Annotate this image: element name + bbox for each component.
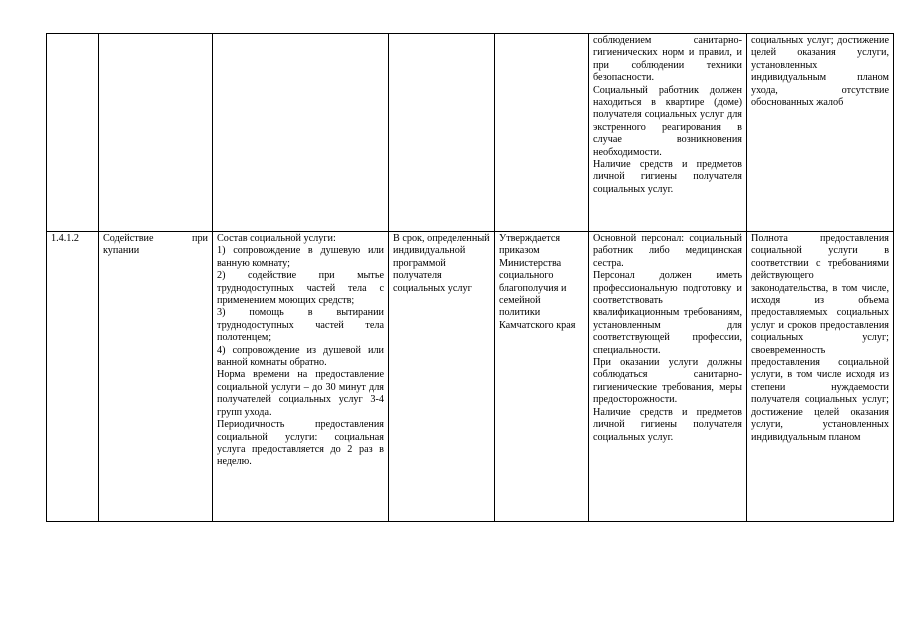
- cell-conditions: [589, 34, 747, 232]
- paragraph: соблюдением санитарно-гигиенических норм и правил, и при соблюдении техники безопасности.: [593, 35, 742, 84]
- cell-service-name: Содействие при купании: [99, 232, 213, 522]
- paragraph: При оказании услуги должны соблюдаться санитарно-гигиенические требования, меры предосторожности.: [593, 357, 742, 406]
- services-table: [46, 33, 894, 522]
- paragraph: 3) помощь в вытирании труднодоступных частей тела полотенцем;: [217, 307, 384, 344]
- cell-deadline: В срок, определенный индивидуальной программой получателя социальных услуг: [389, 232, 495, 522]
- paragraph: Основной персонал: социальный работник либо медицинская сестра.: [593, 233, 742, 269]
- cell-conditions: [589, 232, 747, 522]
- paragraph: Персонал должен иметь профессиональную подготовку и соответствовать квалификационным требованиям, установленным для соответствующей профессии, специальности.: [593, 270, 742, 356]
- cell-deadline: [389, 34, 495, 232]
- cell-tariff: [495, 34, 589, 232]
- paragraph: Норма времени на предоставление социальной услуги – до 30 минут для получателей социальных услуг 3-4 групп ухода.: [217, 369, 384, 418]
- cell-service-content: [213, 232, 389, 522]
- cell-quality-indicators: социальных услуг; достижение целей оказания услуги, установленных индивидуальным планом ухода, отсутствие обоснованных жалоб: [747, 34, 894, 232]
- paragraph: Социальный работник должен находиться в квартире (доме) получателя социальных услуг для экстренного реагирования в случае возникновения необходимости.: [593, 84, 742, 158]
- table-row-continuation: [47, 34, 894, 232]
- cell-number: [47, 34, 99, 232]
- cell-service-content: [213, 34, 389, 232]
- paragraph: 4) сопровождение из душевой или ванной комнаты обратно.: [217, 344, 384, 369]
- table-row-1-4-1-2: [47, 232, 894, 522]
- paragraph: 1) сопровождение в душевую или ванную комнату;: [217, 245, 384, 269]
- cell-tariff: Утверждается приказом Министерства социального благополучия и семейной политики Камчатского края: [495, 232, 589, 522]
- cell-number: 1.4.1.2: [47, 232, 99, 522]
- paragraph: Наличие средств и предметов личной гигиены получателя социальных услуг.: [593, 159, 742, 195]
- cell-quality-indicators: Полнота предоставления социальной услуги в соответствии с требованиями действующего законодательства, в том числе, исходя из объема предоставляемых социальных услуг и сроков предоставления социальных услуг; своевременность предоставления социальной услуги, в том числе исходя из степени нуждаемости получателя социальных услуг; достижение целей оказания услуги, установленных индивидуальным планом: [747, 232, 894, 522]
- cell-service-name: [99, 34, 213, 232]
- paragraph: Периодичность предоставления социальной услуги: социальная услуга предоставляется до 2 раз в неделю.: [217, 419, 384, 468]
- paragraph: Наличие средств и предметов личной гигиены получателя социальных услуг.: [593, 406, 742, 443]
- paragraph: Состав социальной услуги:: [217, 233, 336, 244]
- paragraph: 2) содействие при мытье труднодоступных частей тела с применением моющих средств;: [217, 270, 384, 307]
